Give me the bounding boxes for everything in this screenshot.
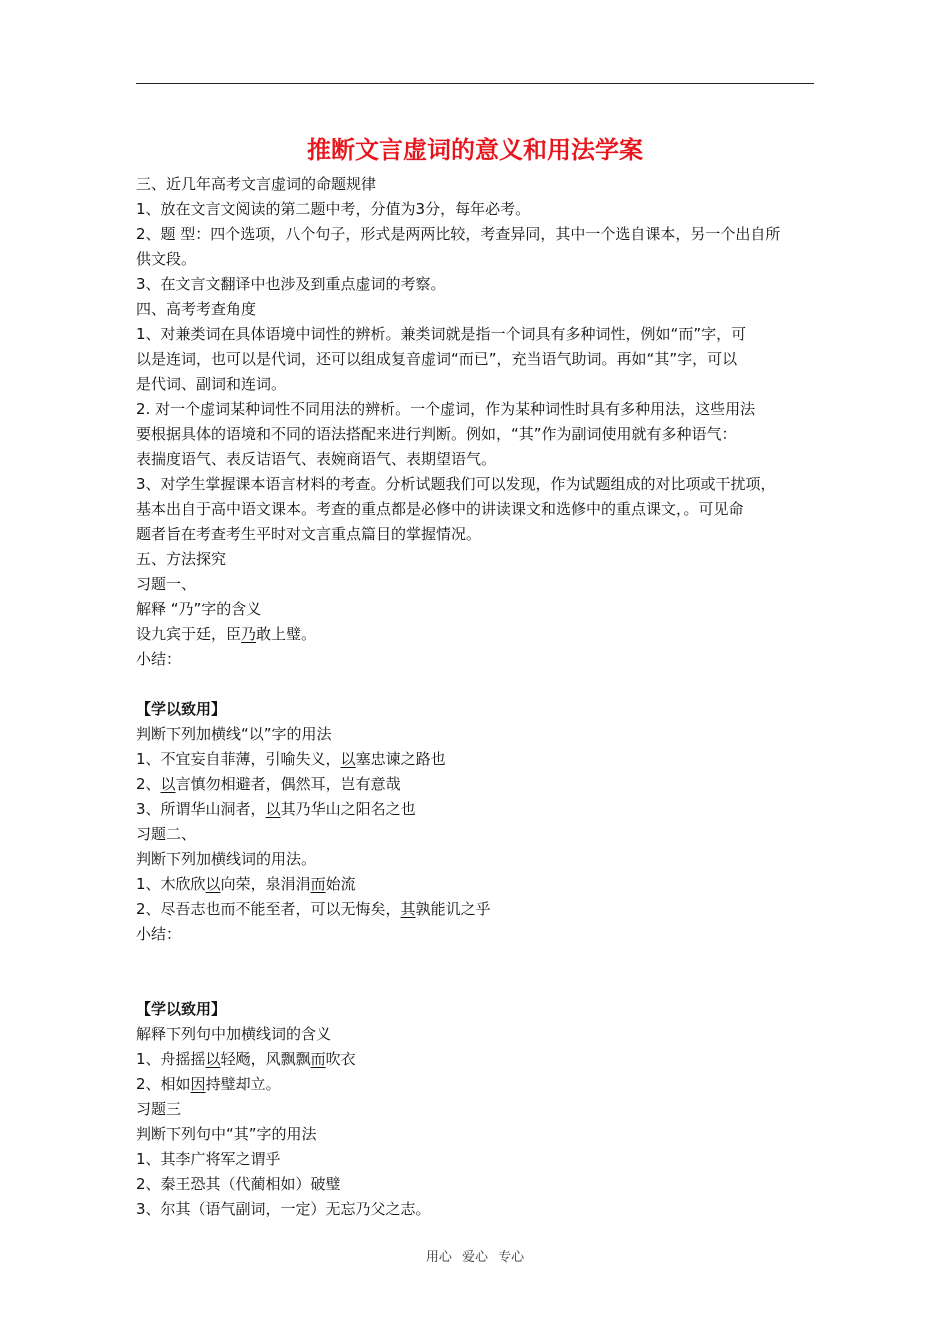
sec4-p1-line-c: 是代词、副词和连词。 [136, 375, 287, 393]
spacer [136, 672, 826, 697]
text-segment: 1、舟摇摇 [136, 1050, 206, 1068]
footer-text: 专心 [498, 1250, 525, 1265]
underlined-word: 以 [340, 750, 356, 768]
document-body [136, 172, 826, 1222]
sec4-p3-line-c: 题者旨在考查考生平时对文言重点篇目的掌握情况。 [136, 525, 482, 543]
sec4-p1-line-b: 以是连词，也可以是代词，还可以组成复音虚词“而已”，充当语气助词。再如“其”字，可以 [136, 350, 738, 368]
text-segment: 始流 [325, 875, 356, 893]
section-3-heading: 三、近几年高考文言虚词的命题规律 [136, 175, 377, 193]
sec3-line-3: 3、在文言文翻译中也涉及到重点虚词的考察。 [136, 275, 446, 293]
apply-2-item-1 [136, 1047, 826, 1072]
sec4-p2-line-c: 表揣度语气、表反诘语气、表婉商语气、表期望语气。 [136, 450, 497, 468]
exercise-2-title: 习题二、 [136, 825, 197, 843]
page-footer [0, 1246, 950, 1265]
text-segment: 言慎勿相避者，偶然耳，岂有意哉 [175, 775, 401, 793]
text-segment: 设九宾于廷，臣 [136, 625, 242, 643]
sec4-p2-line-a: 2. 对一个虚词某种词性不同用法的辨析。一个虚词，作为某种词性时具有多种用法，这些用法 [136, 400, 756, 418]
exercise-3-title: 习题三 [136, 1100, 182, 1118]
section-5-heading: 五、方法探究 [136, 550, 227, 568]
exercise-1-sentence [136, 622, 826, 647]
text-segment: 2、尽吾志也而不能至者，可以无悔矣， [136, 900, 401, 918]
text-segment: 1、不宜妄自菲薄，引喻失义， [136, 750, 341, 768]
text-segment: 敢上璧。 [256, 625, 317, 643]
text-segment: 3、所谓华山洞者， [136, 800, 266, 818]
exercise-1-summary: 小结： [136, 650, 182, 668]
text-segment: 塞忠谏之路也 [355, 750, 446, 768]
apply-1-heading: 【学以致用】 [136, 700, 227, 718]
text-segment: 孰能讥之乎 [415, 900, 491, 918]
underlined-word: 以 [205, 875, 221, 893]
underlined-word: 而 [310, 1050, 326, 1068]
underlined-word: 以 [205, 1050, 221, 1068]
footer-text: 爱心 [461, 1250, 488, 1265]
spacer [136, 947, 826, 997]
text-segment: 1、木欣欣 [136, 875, 206, 893]
apply-1-prompt: 判断下列加横线“以”字的用法 [136, 725, 332, 743]
exercise-3-prompt: 判断下列句中“其”字的用法 [136, 1125, 317, 1143]
underlined-word: 其 [400, 900, 416, 918]
text-segment: 2、 [136, 775, 161, 793]
underlined-word: 乃 [241, 625, 257, 643]
sec4-p2-line-b: 要根据具体的语境和不同的语法搭配来进行判断。例如，“其”作为副词使用就有多种语气： [136, 425, 737, 443]
apply-2-item-2 [136, 1072, 826, 1097]
exercise-1-title: 习题一、 [136, 575, 197, 593]
exercise-2-summary: 小结： [136, 925, 182, 943]
document-title: 推断文言虚词的意义和用法学案 [307, 136, 643, 164]
text-segment: 吹衣 [325, 1050, 356, 1068]
apply-1-item-3 [136, 797, 826, 822]
header-rule [136, 83, 814, 84]
underlined-word: 因 [190, 1075, 206, 1093]
text-segment: 持璧却立。 [205, 1075, 281, 1093]
sec3-line-2a: 2、题 型：四个选项，八个句子，形式是两两比较，考查异同，其中一个选自课本，另一个出自所 [136, 225, 781, 243]
sec3-line-2b: 供文段。 [136, 250, 197, 268]
exercise-2-item-2 [136, 897, 826, 922]
exercise-2-item-1 [136, 872, 826, 897]
exercise-3-item-1: 1、其李广将军之谓乎 [136, 1150, 281, 1168]
underlined-word: 以 [160, 775, 176, 793]
text-segment: 其乃华山之阳名之也 [280, 800, 416, 818]
text-segment: 轻飏，风飘飘 [220, 1050, 311, 1068]
apply-2-prompt: 解释下列句中加横线词的含义 [136, 1025, 332, 1043]
apply-2-heading: 【学以致用】 [136, 1000, 227, 1018]
text-segment: 向荣，泉涓涓 [220, 875, 311, 893]
underlined-word: 以 [265, 800, 281, 818]
footer-text: 用心 [425, 1250, 452, 1265]
exercise-1-prompt: 解释 “乃”字的含义 [136, 600, 262, 618]
sec4-p3-line-b: 基本出自于高中语文课本。考查的重点都是必修中的讲读课文和选修中的重点课文，。可见命 [136, 500, 744, 518]
apply-1-item-2 [136, 772, 826, 797]
exercise-3-item-2: 2、秦王恐其（代蔺相如）破璧 [136, 1175, 341, 1193]
underlined-word: 而 [310, 875, 326, 893]
sec3-line-1: 1、放在文言文阅读的第二题中考，分值为3分，每年必考。 [136, 200, 531, 218]
exercise-2-prompt: 判断下列加横线词的用法。 [136, 850, 317, 868]
text-segment: 2、相如 [136, 1075, 191, 1093]
sec4-p1-line-a: 1、对兼类词在具体语境中词性的辨析。兼类词就是指一个词具有多种词性，例如“而”字，可 [136, 325, 747, 343]
apply-1-item-1 [136, 747, 826, 772]
exercise-3-item-3: 3、尔其（语气副词，一定）无忘乃父之志。 [136, 1200, 431, 1218]
section-4-heading: 四、高考考查角度 [136, 300, 257, 318]
sec4-p3-line-a: 3、对学生掌握课本语言材料的考查。分析试题我们可以发现，作为试题组成的对比项或干扰项， [136, 475, 776, 493]
